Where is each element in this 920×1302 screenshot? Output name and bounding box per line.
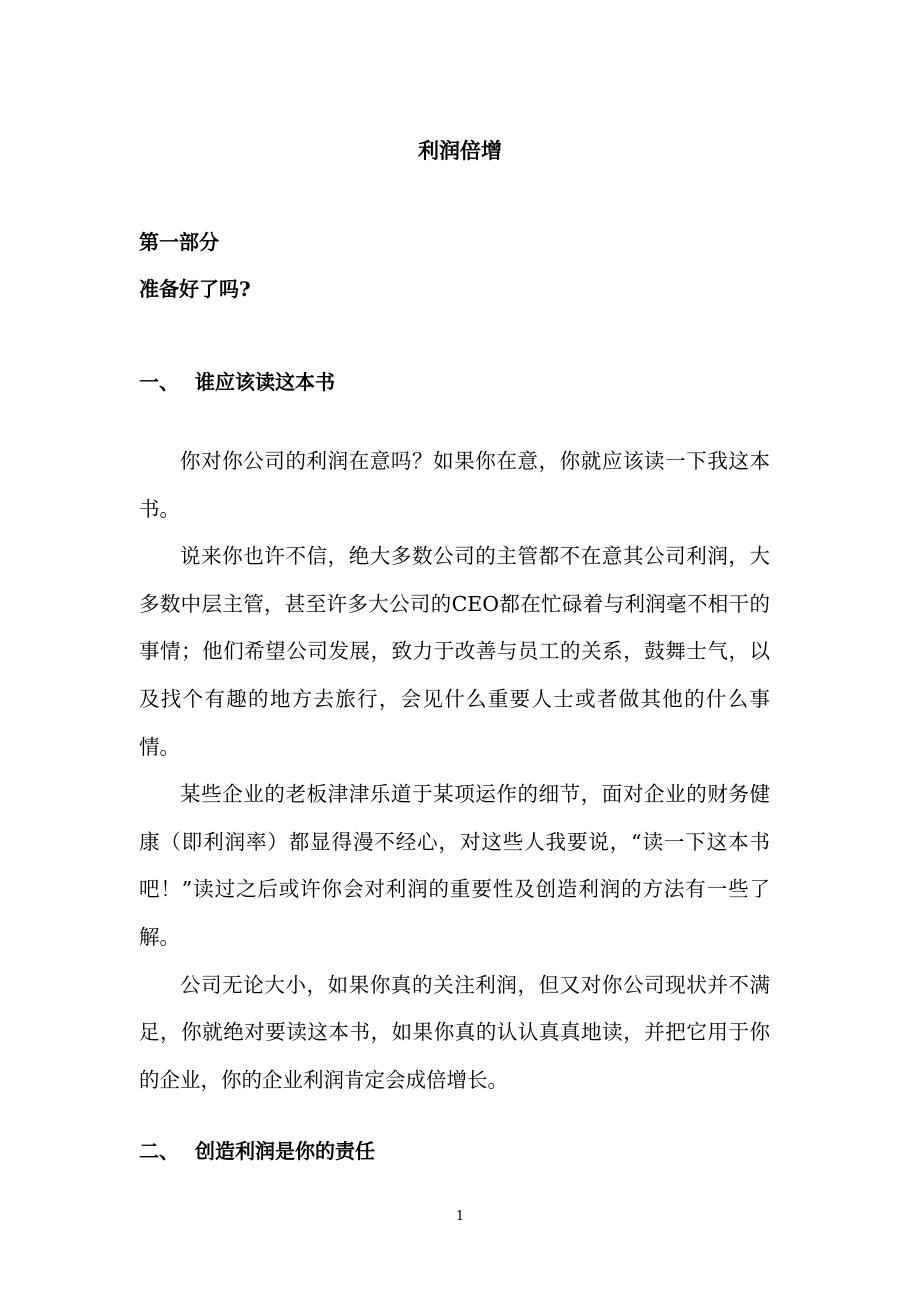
paragraph: 某些企业的老板津津乐道于某项运作的细节，面对企业的财务健康（即利润率）都显得漫不经心，对这些人我要说，“读一下这本书吧！”读过之后或许你会对利润的重要性及创造利润的方法有一些了解。 (139, 782, 770, 949)
part-label: 第一部分 (139, 230, 219, 254)
part-subtitle: 准备好了吗? (139, 277, 251, 301)
section-body-1 (139, 438, 770, 1104)
section-number-2: 二、 (139, 1139, 179, 1163)
page-number: 1 (455, 1209, 465, 1224)
section-title-2: 创造利润是你的责任 (195, 1139, 375, 1163)
section-title-1: 谁应该读这本书 (195, 370, 335, 394)
section-heading-1 (139, 367, 335, 397)
section-heading-2 (139, 1136, 375, 1166)
paragraph: 公司无论大小，如果你真的关注利润，但又对你公司现状并不满足，你就绝对要读这本书，如果你真的认认真真地读，并把它用于你的企业，你的企业利润肯定会成倍增长。 (139, 972, 770, 1092)
paragraph: 说来你也许不信，绝大多数公司的主管都不在意其公司利润，大多数中层主管，甚至许多大公司的CEO都在忙碌着与利润毫不相干的事情；他们希望公司发展，致力于改善与员工的关系，鼓舞士气，以及找个有趣的地方去旅行，会见什么重要人士或者做其他的什么事情。 (139, 544, 770, 759)
paragraph: 你对你公司的利润在意吗？如果你在意，你就应该读一下我这本书。 (139, 449, 770, 521)
section-number-1: 一、 (139, 370, 179, 394)
document-title: 利润倍增 (418, 138, 502, 163)
